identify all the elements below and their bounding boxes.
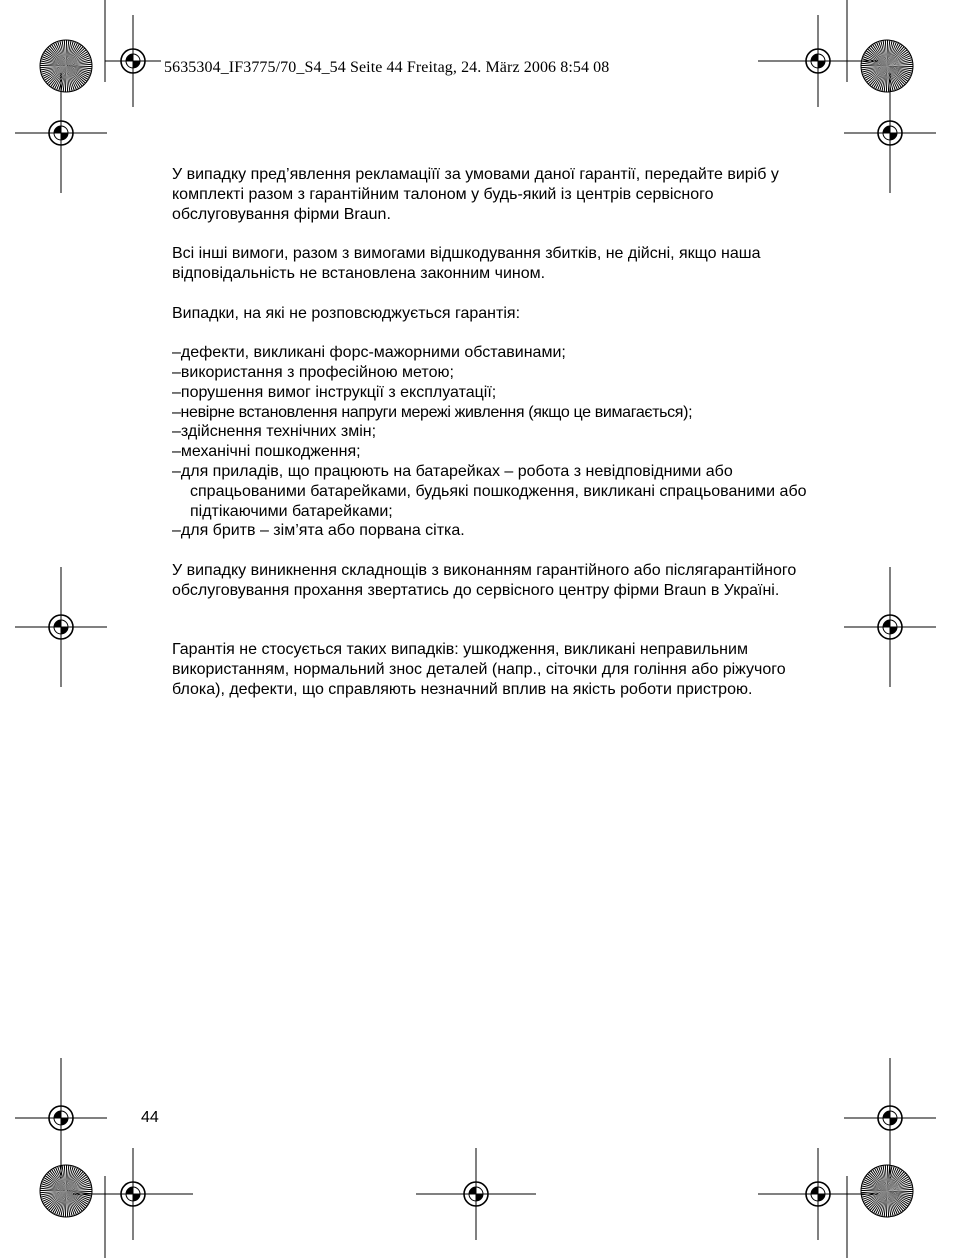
exclusions-list <box>172 343 832 541</box>
paragraph-warranty-limits: Гарантія не стосується таких випадків: ушкодження, викликані неправильним використанням, нормальний знос деталей (напр., сіточки для гоління або ріжучого блока), дефекти, що справляють незначний вплив на якість роботи пристрою. <box>172 641 786 698</box>
starburst-target-icon <box>40 1165 92 1217</box>
registration-mark-icon <box>758 15 878 107</box>
registration-mark-icon <box>416 1148 536 1240</box>
registration-mark-icon <box>844 567 936 687</box>
registration-mark-icon <box>844 1058 936 1178</box>
registration-mark-icon <box>73 1148 193 1240</box>
registration-mark-icon <box>15 1058 107 1178</box>
starburst-target-icon <box>861 1165 913 1217</box>
list-item: –порушення вимог інструкції з експлуатації; <box>172 383 497 401</box>
registration-mark-icon <box>15 567 107 687</box>
paragraph-other-claims: Всі інші вимоги, разом з вимогами відшкодування збитків, не дійсні, якщо наша відповідальність не встановлена законним чином. <box>172 245 761 282</box>
list-item: –механічні пошкодження; <box>172 443 361 461</box>
print-slug: 5635304_IF3775/70_S4_54 Seite 44 Freitag, 24. März 2006 8:54 08 <box>164 59 610 76</box>
registration-mark-icon <box>105 15 161 107</box>
registration-mark-icon <box>844 73 936 193</box>
page-number: 44 <box>141 1109 159 1126</box>
list-item: –для приладів, що працюють на батарейках – робота з невідповідними або спрацьованими батарейками, будьякі пошкодження, викликані спрацьованими або підтікаючими батарейками; <box>172 462 807 520</box>
list-item: –здійснення технічних змін; <box>172 423 377 441</box>
registration-mark-icon <box>758 1148 878 1240</box>
paragraph-service-contact: У випадку виникнення складнощів з виконанням гарантійного або післягарантійного обслуговування прохання звертатись до сервісного центру фірми Braun в Україні. <box>172 561 797 599</box>
list-item: –для бритв – зім’ята або порвана сітка. <box>172 522 465 540</box>
paragraph-exclusions-intro: Випадки, на які не розповсюджується гарантія: <box>172 304 521 322</box>
paragraph-claims: У випадку пред’явлення рекламаціїї за умовами даної гарантії, передайте виріб у комплекті разом з гарантійним талоном у будь-який із центрів сервісного обслуговування фірми Braun. <box>172 166 779 223</box>
starburst-target-icon <box>861 40 913 92</box>
starburst-target-icon <box>40 40 92 92</box>
warranty-text <box>172 165 832 719</box>
registration-mark-icon <box>15 73 107 193</box>
list-item: –використання з професійною метою; <box>172 363 454 381</box>
list-item: –невірне встановлення напруги мережі живлення (якщо це вимагається); <box>172 403 693 421</box>
list-item: –дефекти, викликані форс-мажорними обставинами; <box>172 344 566 362</box>
